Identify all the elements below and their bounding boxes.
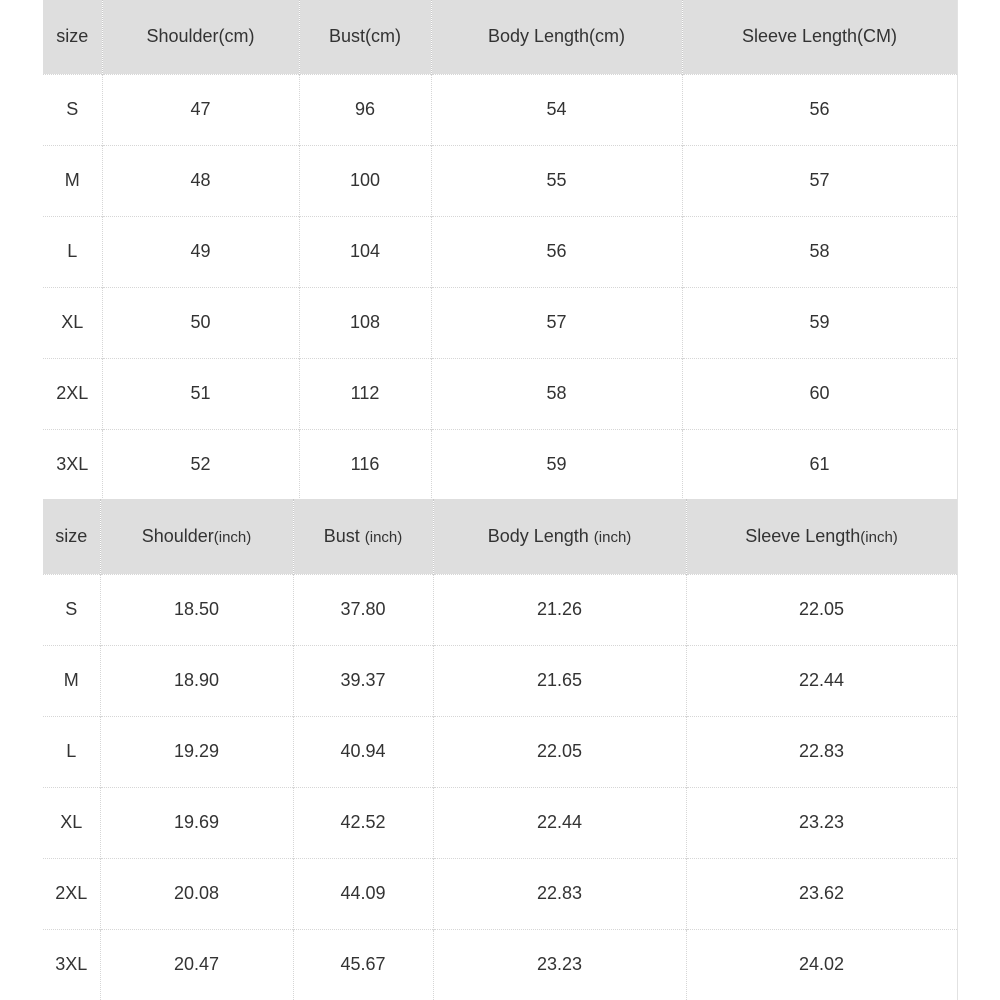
- sleeve-length-cell: 22.05: [686, 574, 957, 645]
- shoulder-cell: 20.08: [100, 858, 293, 929]
- header-sleeve-length-inch: [686, 499, 957, 574]
- sleeve-length-cell: 58: [682, 216, 957, 287]
- header-label: Bust: [323, 525, 365, 546]
- shoulder-cell: 47: [102, 74, 299, 145]
- header-label: Shoulder: [141, 525, 214, 546]
- table-row-inch: [43, 787, 957, 858]
- header-label: Sleeve Length: [745, 525, 861, 546]
- size-cell: M: [43, 645, 100, 716]
- size-cell: S: [43, 74, 102, 145]
- table-row-cm: [43, 358, 957, 429]
- table-row-cm: [43, 287, 957, 358]
- body-length-cell: 22.05: [433, 716, 686, 787]
- header-size: size: [43, 0, 102, 74]
- sleeve-length-cell: 22.44: [686, 645, 957, 716]
- body-length-cell: 59: [431, 429, 682, 500]
- body-length-cell: 21.26: [433, 574, 686, 645]
- bust-cell: 104: [299, 216, 431, 287]
- shoulder-cell: 20.47: [100, 929, 293, 1000]
- header-row-cm: [43, 0, 957, 74]
- header-shoulder-cm: Shoulder(cm): [102, 0, 299, 74]
- table-row-inch: [43, 858, 957, 929]
- table-row-inch: [43, 929, 957, 1000]
- table-row-cm: [43, 74, 957, 145]
- bust-cell: 100: [299, 145, 431, 216]
- table-row-cm: [43, 216, 957, 287]
- bust-cell: 39.37: [293, 645, 433, 716]
- header-label: size: [55, 525, 88, 546]
- size-chart-inch-table: [43, 499, 958, 1000]
- header-body-length-inch: [433, 499, 686, 574]
- sleeve-length-cell: 23.62: [686, 858, 957, 929]
- shoulder-cell: 19.29: [100, 716, 293, 787]
- header-label: Body Length: [487, 525, 594, 546]
- body-length-cell: 56: [431, 216, 682, 287]
- body-length-cell: 57: [431, 287, 682, 358]
- sleeve-length-cell: 56: [682, 74, 957, 145]
- size-cell: XL: [43, 287, 102, 358]
- table-row-cm: [43, 145, 957, 216]
- sleeve-length-cell: 59: [682, 287, 957, 358]
- shoulder-cell: 48: [102, 145, 299, 216]
- shoulder-cell: 51: [102, 358, 299, 429]
- size-cell: 3XL: [43, 429, 102, 500]
- bust-cell: 45.67: [293, 929, 433, 1000]
- header-body-length-cm: Body Length(cm): [431, 0, 682, 74]
- header-unit: (inch): [593, 528, 632, 546]
- bust-cell: 37.80: [293, 574, 433, 645]
- header-unit: (inch): [364, 528, 403, 546]
- shoulder-cell: 18.50: [100, 574, 293, 645]
- table-row-inch: [43, 716, 957, 787]
- body-length-cell: 21.65: [433, 645, 686, 716]
- bust-cell: 42.52: [293, 787, 433, 858]
- body-length-cell: 54: [431, 74, 682, 145]
- shoulder-cell: 18.90: [100, 645, 293, 716]
- body-length-cell: 55: [431, 145, 682, 216]
- body-length-cell: 58: [431, 358, 682, 429]
- header-unit: (inch): [213, 528, 252, 546]
- shoulder-cell: 19.69: [100, 787, 293, 858]
- size-cell: M: [43, 145, 102, 216]
- header-row-inch: [43, 499, 957, 574]
- sleeve-length-cell: 23.23: [686, 787, 957, 858]
- sleeve-length-cell: 57: [682, 145, 957, 216]
- bust-cell: 116: [299, 429, 431, 500]
- size-cell: L: [43, 716, 100, 787]
- size-cell: XL: [43, 787, 100, 858]
- sleeve-length-cell: 22.83: [686, 716, 957, 787]
- bust-cell: 40.94: [293, 716, 433, 787]
- shoulder-cell: 50: [102, 287, 299, 358]
- sleeve-length-cell: 24.02: [686, 929, 957, 1000]
- bust-cell: 112: [299, 358, 431, 429]
- shoulder-cell: 49: [102, 216, 299, 287]
- body-length-cell: 22.83: [433, 858, 686, 929]
- header-shoulder-inch: [100, 499, 293, 574]
- table-row-inch: [43, 645, 957, 716]
- size-cell: 2XL: [43, 358, 102, 429]
- header-bust-inch: [293, 499, 433, 574]
- size-cell: L: [43, 216, 102, 287]
- bust-cell: 96: [299, 74, 431, 145]
- body-length-cell: 23.23: [433, 929, 686, 1000]
- size-chart-cm-table: [43, 0, 958, 500]
- header-size: [43, 499, 100, 574]
- size-cell: 3XL: [43, 929, 100, 1000]
- sleeve-length-cell: 60: [682, 358, 957, 429]
- shoulder-cell: 52: [102, 429, 299, 500]
- size-cell: S: [43, 574, 100, 645]
- body-length-cell: 22.44: [433, 787, 686, 858]
- table-row-inch: [43, 574, 957, 645]
- sleeve-length-cell: 61: [682, 429, 957, 500]
- size-cell: 2XL: [43, 858, 100, 929]
- header-bust-cm: Bust(cm): [299, 0, 431, 74]
- bust-cell: 108: [299, 287, 431, 358]
- bust-cell: 44.09: [293, 858, 433, 929]
- header-sleeve-length-cm: Sleeve Length(CM): [682, 0, 957, 74]
- header-unit: (inch): [860, 528, 898, 546]
- table-row-cm: [43, 429, 957, 500]
